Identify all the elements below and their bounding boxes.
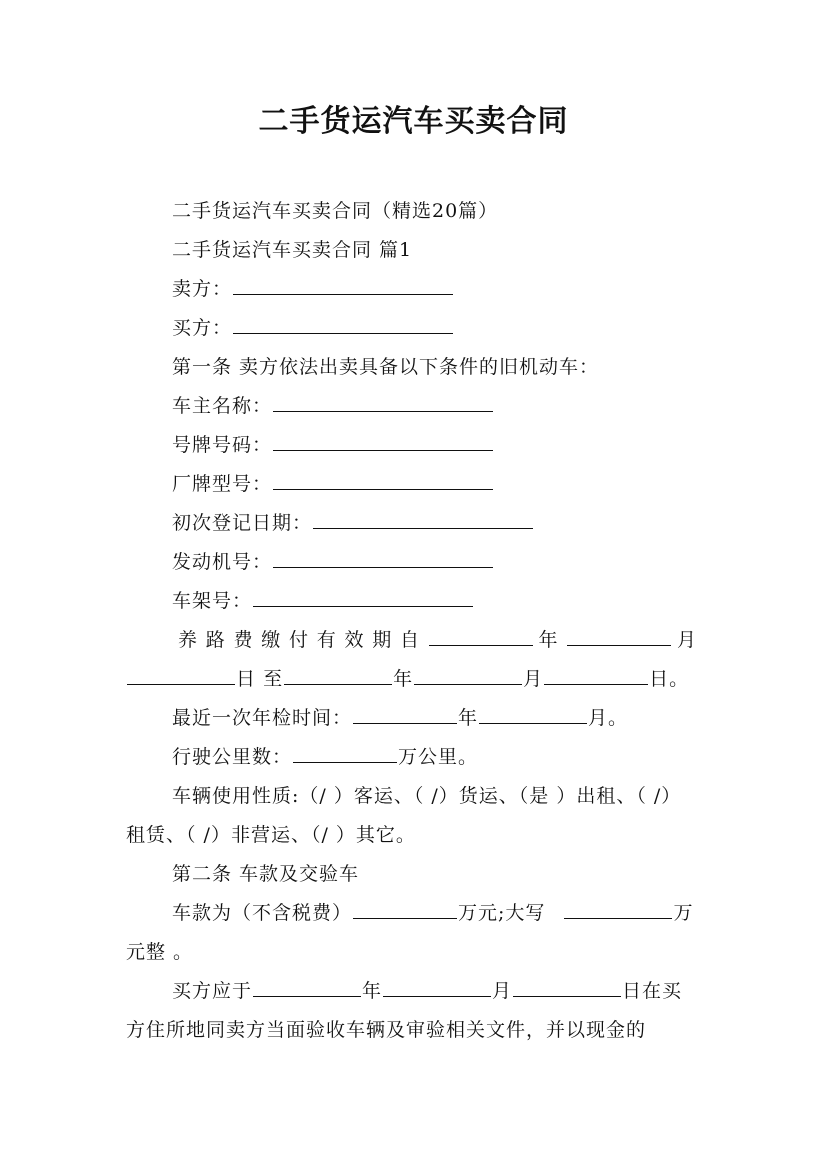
mileage-label: 行驶公里数： xyxy=(172,746,293,768)
road-fee-end-day-blank xyxy=(544,666,648,685)
road-fee-month-blank xyxy=(567,627,671,646)
year-text: 年 xyxy=(533,629,567,651)
frame-number-blank xyxy=(253,588,473,607)
plate-number-label: 号牌号码： xyxy=(172,434,273,456)
subtitle: 二手货运汽车买卖合同（精选20篇） xyxy=(172,200,499,222)
first-registration-label: 初次登记日期： xyxy=(172,512,313,534)
engine-number-line xyxy=(172,548,494,576)
mileage-unit: 万公里。 xyxy=(398,746,479,768)
mileage-blank xyxy=(293,744,397,763)
year-text: 年 xyxy=(393,668,414,690)
engine-number-label: 发动机号： xyxy=(172,551,273,573)
road-fee-line-2 xyxy=(126,665,689,693)
buyer-should-line xyxy=(172,977,682,1005)
last-line: 方住所地同卖方当面验收车辆及审验相关文件，并以现金的 xyxy=(126,1019,647,1041)
road-fee-end-year-blank xyxy=(284,666,392,685)
engine-number-blank xyxy=(273,549,493,568)
price-blank xyxy=(353,900,457,919)
price-label: 车款为（不含税费） xyxy=(172,902,353,924)
owner-name-blank xyxy=(273,393,493,412)
brand-model-label: 厂牌型号： xyxy=(172,473,273,495)
year-text: 年 xyxy=(458,707,479,729)
buyer-should-label: 买方应于 xyxy=(172,980,253,1002)
price-unit-2: 万 xyxy=(673,902,694,924)
road-fee-label: 养路费缴付有效期自 xyxy=(178,629,428,651)
article-2: 第二条 车款及交验车 xyxy=(172,863,360,885)
month-end-text: 月。 xyxy=(588,707,629,729)
price-line-2: 元整 。 xyxy=(126,941,194,963)
inspection-year-blank xyxy=(353,705,457,724)
buyer-month-blank xyxy=(383,978,491,997)
last-inspection-line xyxy=(172,704,628,732)
month-text: 月 xyxy=(492,980,513,1002)
inspection-month-blank xyxy=(479,705,587,724)
price-line-1 xyxy=(172,899,693,927)
frame-number-line xyxy=(172,587,474,615)
seller-blank xyxy=(233,276,453,295)
owner-name-line xyxy=(172,392,494,420)
part-heading: 二手货运汽车买卖合同 篇1 xyxy=(172,239,413,261)
usage-line-1: 车辆使用性质:（/ ）客运、（ /）货运、（是 ）出租、（ /） xyxy=(172,785,682,807)
road-fee-year-blank xyxy=(429,627,533,646)
day-text: 日 xyxy=(236,668,257,690)
document-title: 二手货运汽车买卖合同 xyxy=(258,104,569,139)
road-fee-day-blank xyxy=(127,666,235,685)
road-fee-line-1 xyxy=(178,626,700,654)
owner-name-label: 车主名称： xyxy=(172,395,273,417)
brand-model-line xyxy=(172,470,494,498)
plate-number-line xyxy=(172,431,494,459)
buyer-year-blank xyxy=(253,978,361,997)
article-1: 第一条 卖方依法出卖具备以下条件的旧机动车： xyxy=(172,356,600,378)
mileage-line xyxy=(172,743,478,771)
seller-label: 卖方： xyxy=(172,278,233,300)
first-registration-line xyxy=(172,509,534,537)
buyer-blank xyxy=(233,315,453,334)
seller-line xyxy=(172,275,454,303)
usage-line-2: 租赁、（ /）非营运、（/ ）其它。 xyxy=(126,824,416,846)
month-text: 月 xyxy=(672,629,700,651)
year-text: 年 xyxy=(362,980,383,1002)
buyer-day-blank xyxy=(513,978,621,997)
frame-number-label: 车架号： xyxy=(172,590,253,612)
price-unit: 万元;大写 xyxy=(458,902,546,924)
brand-model-blank xyxy=(273,471,493,490)
buyer-label: 买方： xyxy=(172,317,233,339)
price-capital-blank xyxy=(564,900,672,919)
last-inspection-label: 最近一次年检时间： xyxy=(172,707,353,729)
road-fee-end-month-blank xyxy=(414,666,522,685)
day-in-text: 日在买 xyxy=(622,980,683,1002)
buyer-line xyxy=(172,314,454,342)
day-end-text: 日。 xyxy=(649,668,690,690)
month-text: 月 xyxy=(523,668,544,690)
plate-number-blank xyxy=(273,432,493,451)
first-registration-blank xyxy=(313,510,533,529)
to-text: 至 xyxy=(263,668,284,690)
